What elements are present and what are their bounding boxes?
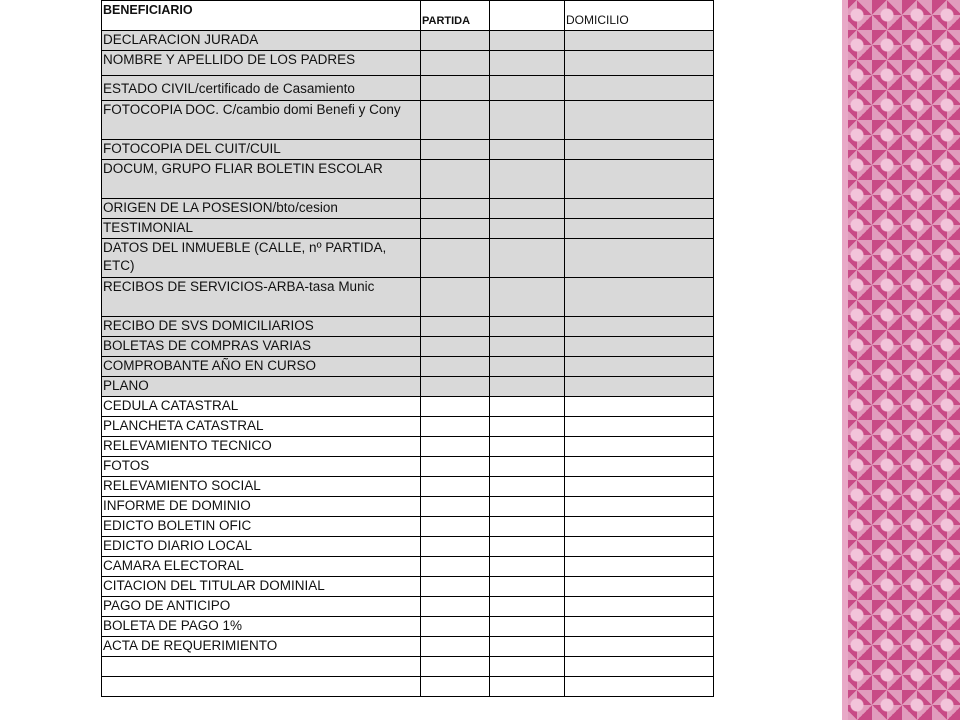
domicilio-cell[interactable] <box>565 357 714 377</box>
partida-cell[interactable] <box>421 31 490 51</box>
blank-cell[interactable] <box>490 417 565 437</box>
row-label: PLANCHETA CATASTRAL <box>102 417 421 437</box>
domicilio-cell[interactable] <box>565 377 714 397</box>
row-label: ORIGEN DE LA POSESION/bto/cesion <box>102 199 421 219</box>
domicilio-cell[interactable] <box>565 239 714 278</box>
table-row <box>102 337 714 357</box>
requirements-checklist-table <box>101 0 714 697</box>
row-label: ESTADO CIVIL/certificado de Casamiento <box>102 76 421 101</box>
domicilio-cell[interactable] <box>565 517 714 537</box>
header-beneficiario: BENEFICIARIO <box>102 1 421 31</box>
partida-cell[interactable] <box>421 597 490 617</box>
partida-cell[interactable] <box>421 239 490 278</box>
blank-cell[interactable] <box>490 497 565 517</box>
blank-cell[interactable] <box>490 677 565 697</box>
blank-cell[interactable] <box>490 597 565 617</box>
blank-cell[interactable] <box>490 397 565 417</box>
row-label: ACTA DE REQUERIMIENTO <box>102 637 421 657</box>
table-row <box>102 437 714 457</box>
partida-cell[interactable] <box>421 140 490 160</box>
table-row <box>102 557 714 577</box>
domicilio-cell[interactable] <box>565 457 714 477</box>
partida-cell[interactable] <box>421 677 490 697</box>
partida-cell[interactable] <box>421 377 490 397</box>
row-label <box>102 657 421 677</box>
table-row <box>102 219 714 239</box>
blank-cell[interactable] <box>490 477 565 497</box>
row-label: CEDULA CATASTRAL <box>102 397 421 417</box>
decorative-side-pattern <box>842 0 960 720</box>
table-row <box>102 140 714 160</box>
partida-cell[interactable] <box>421 317 490 337</box>
header-blank <box>490 1 565 31</box>
table-row <box>102 597 714 617</box>
blank-cell[interactable] <box>490 140 565 160</box>
row-label: INFORME DE DOMINIO <box>102 497 421 517</box>
partida-cell[interactable] <box>421 557 490 577</box>
domicilio-cell[interactable] <box>565 160 714 199</box>
table-row <box>102 101 714 140</box>
blank-cell[interactable] <box>490 278 565 317</box>
table-row <box>102 357 714 377</box>
domicilio-cell[interactable] <box>565 76 714 101</box>
domicilio-cell[interactable] <box>565 557 714 577</box>
table-row <box>102 239 714 278</box>
row-label: BOLETA DE PAGO 1% <box>102 617 421 637</box>
row-label: DECLARACION JURADA <box>102 31 421 51</box>
table-row <box>102 637 714 657</box>
table-row <box>102 278 714 317</box>
blank-cell[interactable] <box>490 31 565 51</box>
domicilio-cell[interactable] <box>565 278 714 317</box>
partida-cell[interactable] <box>421 437 490 457</box>
domicilio-cell[interactable] <box>565 477 714 497</box>
table-header-row <box>102 1 714 31</box>
table-row <box>102 160 714 199</box>
table-row <box>102 457 714 477</box>
row-label: FOTOS <box>102 457 421 477</box>
blank-cell[interactable] <box>490 457 565 477</box>
row-label: EDICTO BOLETIN OFIC <box>102 517 421 537</box>
row-label: CITACION DEL TITULAR DOMINIAL <box>102 577 421 597</box>
table-row <box>102 199 714 219</box>
row-label: RECIBO DE SVS DOMICILIARIOS <box>102 317 421 337</box>
table-row <box>102 377 714 397</box>
table-row <box>102 517 714 537</box>
domicilio-cell[interactable] <box>565 637 714 657</box>
table-row <box>102 577 714 597</box>
partida-cell[interactable] <box>421 497 490 517</box>
blank-cell[interactable] <box>490 357 565 377</box>
blank-cell[interactable] <box>490 317 565 337</box>
table-row <box>102 497 714 517</box>
partida-cell[interactable] <box>421 199 490 219</box>
row-label: RELEVAMIENTO SOCIAL <box>102 477 421 497</box>
row-label: PLANO <box>102 377 421 397</box>
partida-cell[interactable] <box>421 219 490 239</box>
table-row <box>102 677 714 697</box>
partida-cell[interactable] <box>421 51 490 76</box>
row-label: DATOS DEL INMUEBLE (CALLE, nº PARTIDA, ETC) <box>102 239 421 278</box>
row-label: DOCUM, GRUPO FLIAR BOLETIN ESCOLAR <box>102 160 421 199</box>
blank-cell[interactable] <box>490 337 565 357</box>
domicilio-cell[interactable] <box>565 497 714 517</box>
blank-cell[interactable] <box>490 219 565 239</box>
partida-cell[interactable] <box>421 357 490 377</box>
table-row <box>102 51 714 76</box>
row-label: EDICTO DIARIO LOCAL <box>102 537 421 557</box>
domicilio-cell[interactable] <box>565 51 714 76</box>
blank-cell[interactable] <box>490 239 565 278</box>
blank-cell[interactable] <box>490 51 565 76</box>
header-domicilio: DOMICILIO <box>565 1 714 31</box>
row-label: COMPROBANTE AÑO EN CURSO <box>102 357 421 377</box>
domicilio-cell[interactable] <box>565 140 714 160</box>
blank-cell[interactable] <box>490 377 565 397</box>
blank-cell[interactable] <box>490 437 565 457</box>
table-row <box>102 76 714 101</box>
blank-cell[interactable] <box>490 657 565 677</box>
row-label <box>102 677 421 697</box>
blank-cell[interactable] <box>490 101 565 140</box>
domicilio-cell[interactable] <box>565 317 714 337</box>
table-row <box>102 417 714 437</box>
row-label: FOTOCOPIA DOC. C/cambio domi Benefi y Cony <box>102 101 421 140</box>
table-row <box>102 397 714 417</box>
partida-cell[interactable] <box>421 657 490 677</box>
row-label: FOTOCOPIA DEL CUIT/CUIL <box>102 140 421 160</box>
domicilio-cell[interactable] <box>565 597 714 617</box>
blank-cell[interactable] <box>490 76 565 101</box>
blank-cell[interactable] <box>490 199 565 219</box>
partida-cell[interactable] <box>421 76 490 101</box>
blank-cell[interactable] <box>490 517 565 537</box>
partida-cell[interactable] <box>421 477 490 497</box>
partida-cell[interactable] <box>421 160 490 199</box>
domicilio-cell[interactable] <box>565 677 714 697</box>
partida-cell[interactable] <box>421 637 490 657</box>
domicilio-cell[interactable] <box>565 397 714 417</box>
table-row <box>102 477 714 497</box>
table-row <box>102 317 714 337</box>
partida-cell[interactable] <box>421 537 490 557</box>
table-row <box>102 537 714 557</box>
row-label: CAMARA ELECTORAL <box>102 557 421 577</box>
domicilio-cell[interactable] <box>565 199 714 219</box>
blank-cell[interactable] <box>490 557 565 577</box>
partida-cell[interactable] <box>421 517 490 537</box>
domicilio-cell[interactable] <box>565 101 714 140</box>
partida-cell[interactable] <box>421 101 490 140</box>
domicilio-cell[interactable] <box>565 31 714 51</box>
blank-cell[interactable] <box>490 637 565 657</box>
domicilio-cell[interactable] <box>565 657 714 677</box>
row-label: RELEVAMIENTO TECNICO <box>102 437 421 457</box>
partida-cell[interactable] <box>421 417 490 437</box>
domicilio-cell[interactable] <box>565 437 714 457</box>
blank-cell[interactable] <box>490 160 565 199</box>
row-label: PAGO DE ANTICIPO <box>102 597 421 617</box>
blank-cell[interactable] <box>490 537 565 557</box>
domicilio-cell[interactable] <box>565 417 714 437</box>
blank-cell[interactable] <box>490 577 565 597</box>
row-label: NOMBRE Y APELLIDO DE LOS PADRES <box>102 51 421 76</box>
header-partida: PARTIDA <box>421 1 490 31</box>
partida-cell[interactable] <box>421 577 490 597</box>
partida-cell[interactable] <box>421 617 490 637</box>
domicilio-cell[interactable] <box>565 577 714 597</box>
partida-cell[interactable] <box>421 397 490 417</box>
partida-cell[interactable] <box>421 337 490 357</box>
blank-cell[interactable] <box>490 617 565 637</box>
domicilio-cell[interactable] <box>565 537 714 557</box>
table-row <box>102 31 714 51</box>
row-label: RECIBOS DE SERVICIOS-ARBA-tasa Munic <box>102 278 421 317</box>
domicilio-cell[interactable] <box>565 219 714 239</box>
row-label: TESTIMONIAL <box>102 219 421 239</box>
table-row <box>102 657 714 677</box>
partida-cell[interactable] <box>421 278 490 317</box>
row-label: BOLETAS DE COMPRAS VARIAS <box>102 337 421 357</box>
domicilio-cell[interactable] <box>565 617 714 637</box>
table-row <box>102 617 714 637</box>
domicilio-cell[interactable] <box>565 337 714 357</box>
partida-cell[interactable] <box>421 457 490 477</box>
